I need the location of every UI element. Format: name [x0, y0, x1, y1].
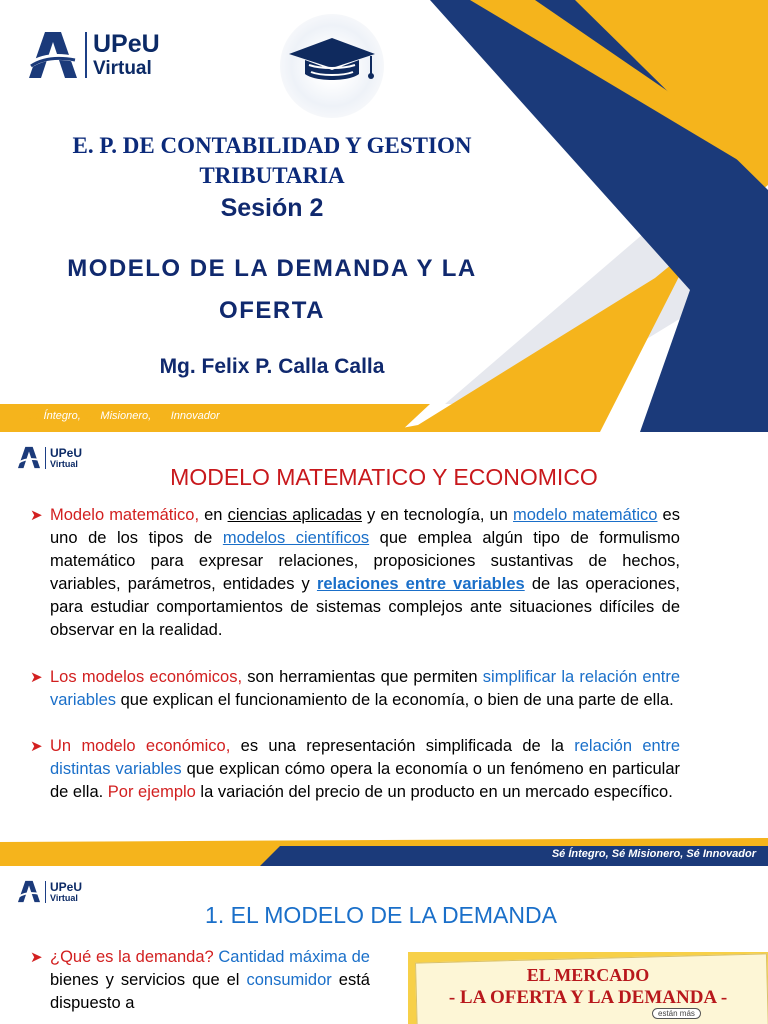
- motto-text: Sé Íntegro, Sé Misionero, Sé Innovador: [27, 410, 220, 422]
- bullet-modelo-economico: ➤ Un modelo económico, es una representación simplificada de la relación entre distintas variables que explican cómo opera la economía o un fenómeno en particular de ella. Por ejemplo la variación del precio de un producto en un mercado específico.: [30, 737, 680, 801]
- market-speech-bubble: están más: [652, 1008, 701, 1019]
- link-modelo-matematico[interactable]: modelo matemático: [513, 506, 658, 524]
- demand-slide: [0, 866, 768, 1024]
- brand-name: UPeU: [50, 879, 83, 894]
- upeu-logo-icon: [17, 880, 41, 903]
- bullet-arrow-icon: ➤: [30, 738, 43, 755]
- model-slide: [0, 432, 768, 866]
- slide-heading: 1. EL MODELO DE LA DEMANDA: [205, 902, 557, 928]
- brand-name: UPeU: [93, 30, 160, 58]
- author-name: Mg. Felix P. Calla Calla: [159, 355, 385, 378]
- upeu-logo-icon: [27, 30, 79, 80]
- footer-motto: Sé Íntegro, Sé Misionero, Sé Innovador: [551, 848, 756, 860]
- market-title: EL MERCADO: [526, 965, 650, 985]
- bullet-modelos-economicos: ➤ Los modelos económicos, son herramientas que permiten simplificar la relación entre variables que explican el funcionamiento de la economía, o bien de una parte de ella.: [30, 668, 681, 709]
- brand-sub: Virtual: [50, 458, 78, 469]
- market-subtitle: - LA OFERTA Y LA DEMANDA -: [448, 987, 728, 1008]
- market-illustration: [408, 952, 768, 1024]
- topic-title: MODELO DE LA DEMANDA Y LA OFERTA: [67, 255, 477, 324]
- title-slide: [0, 0, 768, 432]
- link-modelos-cientificos[interactable]: modelos científicos: [222, 529, 370, 547]
- link-relaciones-variables[interactable]: relaciones entre variables: [316, 575, 525, 593]
- upeu-logo: [27, 30, 160, 80]
- bullet-que-es-demanda: ➤ ¿Qué es la demanda? Cantidad máxima de bienes y servicios que el consumidor está dispuesto a: [30, 948, 370, 1012]
- bullet-arrow-icon: ➤: [30, 949, 43, 966]
- bullet-modelo-matematico: ➤ Modelo matemático, en ciencias aplicadas y en tecnología, un modelo matemático es uno de los tipos de modelos científicos que emplea algún tipo de formulismo matemático para expresar relaciones, proposiciones sustantivas de hechos, variables, parámetros, entidades y relaciones entre variables de las operaciones, para estudiar comportamientos de sistemas complejos ante situaciones difíciles de observar en la realidad.: [30, 506, 680, 639]
- brand-sub: Virtual: [93, 58, 152, 79]
- brand-sub: Virtual: [50, 892, 78, 903]
- graduation-cap-icon: [287, 34, 377, 94]
- brand-name: UPeU: [50, 445, 83, 460]
- upeu-logo: [17, 880, 82, 903]
- slide-heading: MODELO MATEMATICO Y ECONOMICO: [170, 464, 598, 490]
- program-title: E. P. DE CONTABILIDAD Y GESTION TRIBUTARIA: [72, 133, 472, 188]
- bullet-arrow-icon: ➤: [30, 669, 43, 686]
- bullet-arrow-icon: ➤: [30, 507, 43, 524]
- session-label: Sesión 2: [220, 194, 324, 222]
